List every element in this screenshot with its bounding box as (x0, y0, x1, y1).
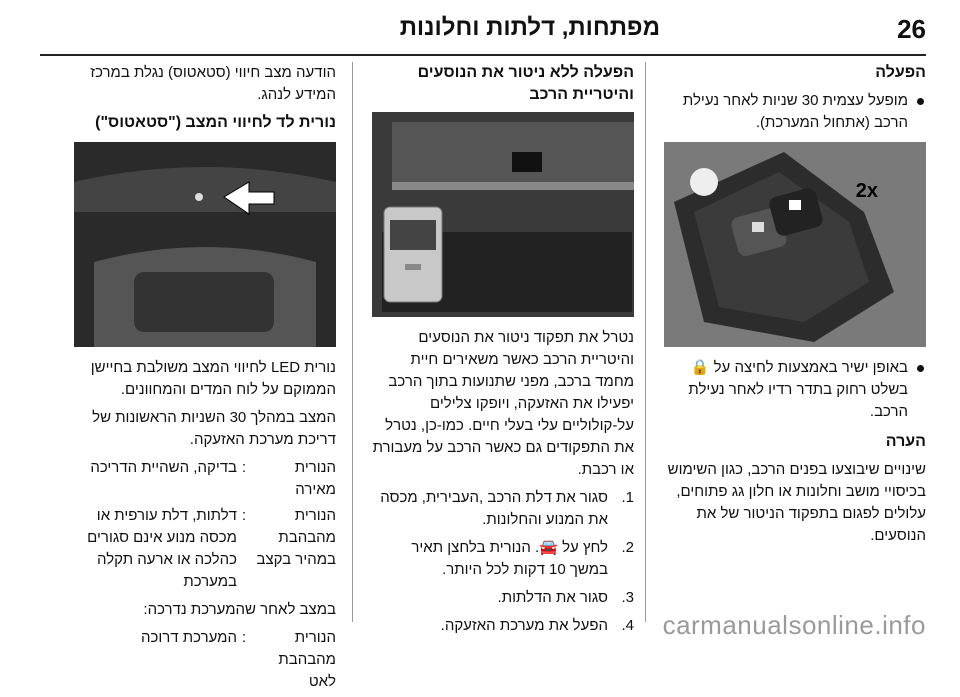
section-heading-no-monitoring: הפעלה ללא ניטור את הנוסעים והיטריית הרכב (417, 64, 634, 103)
led-first-30s: המצב במהלך 30 השניות הראשונות של דריכת מערכת האזעקה. (92, 409, 336, 448)
led-description: נורית LED לחיווי המצב משולבת בחיישן הממוקם על לוח המדים והמחוונים. (90, 359, 336, 398)
column-divider-right (645, 62, 646, 622)
column-divider-left (352, 62, 353, 622)
note-title: הערה (885, 433, 926, 450)
page-number: 26 (897, 14, 926, 44)
dashboard-led-figure (74, 142, 336, 347)
section-heading-status-led: נורית לד לחיווי המצב ("סטאטוס") (95, 114, 336, 131)
intro-paragraph: נטרל את תפקוד ניטור את הנוסעים והיטריית הרכב כאשר משאירים חיית מחמד ברכב, מפני שתנועות בתוך הרכב יפעילו את האזעקה, ויופקו צלילים על-קולוליים עלי בעלי חיים. כמו-כן, נטרל את התפקודים גם כאשר הרכב על מעבורת או רכבת. (372, 329, 634, 478)
middle-column (372, 62, 634, 643)
overhead-console-illustration (372, 112, 634, 317)
steps-list (372, 487, 634, 637)
watermark: carmanualsonline.info (662, 610, 926, 640)
bullet-auto-activation: מופעל עצמית 30 שניות לאחר נעילת הרכב (אתחול המערכת). (662, 90, 926, 134)
bullet-direct-activation: באופן ישיר באמצעות לחיצה על 🔒 בשלט רחוק בתדר רדיו לאחר נעילת הרכב. (662, 357, 926, 423)
key-fob-illustration (664, 142, 926, 347)
figure-press-count-label: 2x (855, 180, 878, 202)
status-row-slow-blink: הנורית מהבהבת לאט : המערכת דרוכה (141, 629, 336, 690)
right-column (662, 62, 926, 553)
step-item: 1. סגור את דלת הרכב ,העבירית, מכסה את המנוע והחלונות. (380, 489, 634, 528)
step-item: 3. סגור את הדלתות. (497, 589, 634, 606)
status-intro: הודעה מצב חיווי (סטאטוס) נגלת במרכז המידע לנהג. (90, 64, 336, 103)
left-column (74, 62, 336, 697)
after-arming-label: במצב לאחר שהמערכת נדרכה: (143, 601, 336, 618)
step-item: 4. הפעל את מערכת האזעקה. (440, 617, 634, 634)
status-row-fast-blink: הנורית מהבהבת במהיר בקצב : דלתות, דלת עורפית או מכסה מנוע אינם סגורים כהלכה או ארעה תקלה במערכת (87, 507, 336, 590)
section-heading-activation: הפעלה (875, 64, 926, 81)
key-fob-figure (664, 142, 926, 347)
status-row-steady: הנורית מאירה : בדיקה, השהיית הדריכה (90, 459, 336, 498)
note-text: שינויים שיבוצעו בפנים הרכב, כגון השימוש בכיסויי מושב וחלונות או חלון גג פתוחים, עלולים לפגום בתפקוד הניטור של את הנוסעים. (667, 461, 926, 544)
overhead-console-figure (372, 112, 634, 317)
step-item: 2. לחץ על 🚘. הנורית בלחצן תאיר במשך 10 דקות לכל היותר. (411, 539, 634, 578)
header-rule (40, 54, 926, 56)
dashboard-illustration (74, 142, 336, 347)
page-header (0, 0, 960, 52)
running-title: מפתחות, דלתות וחלונות (399, 14, 660, 41)
